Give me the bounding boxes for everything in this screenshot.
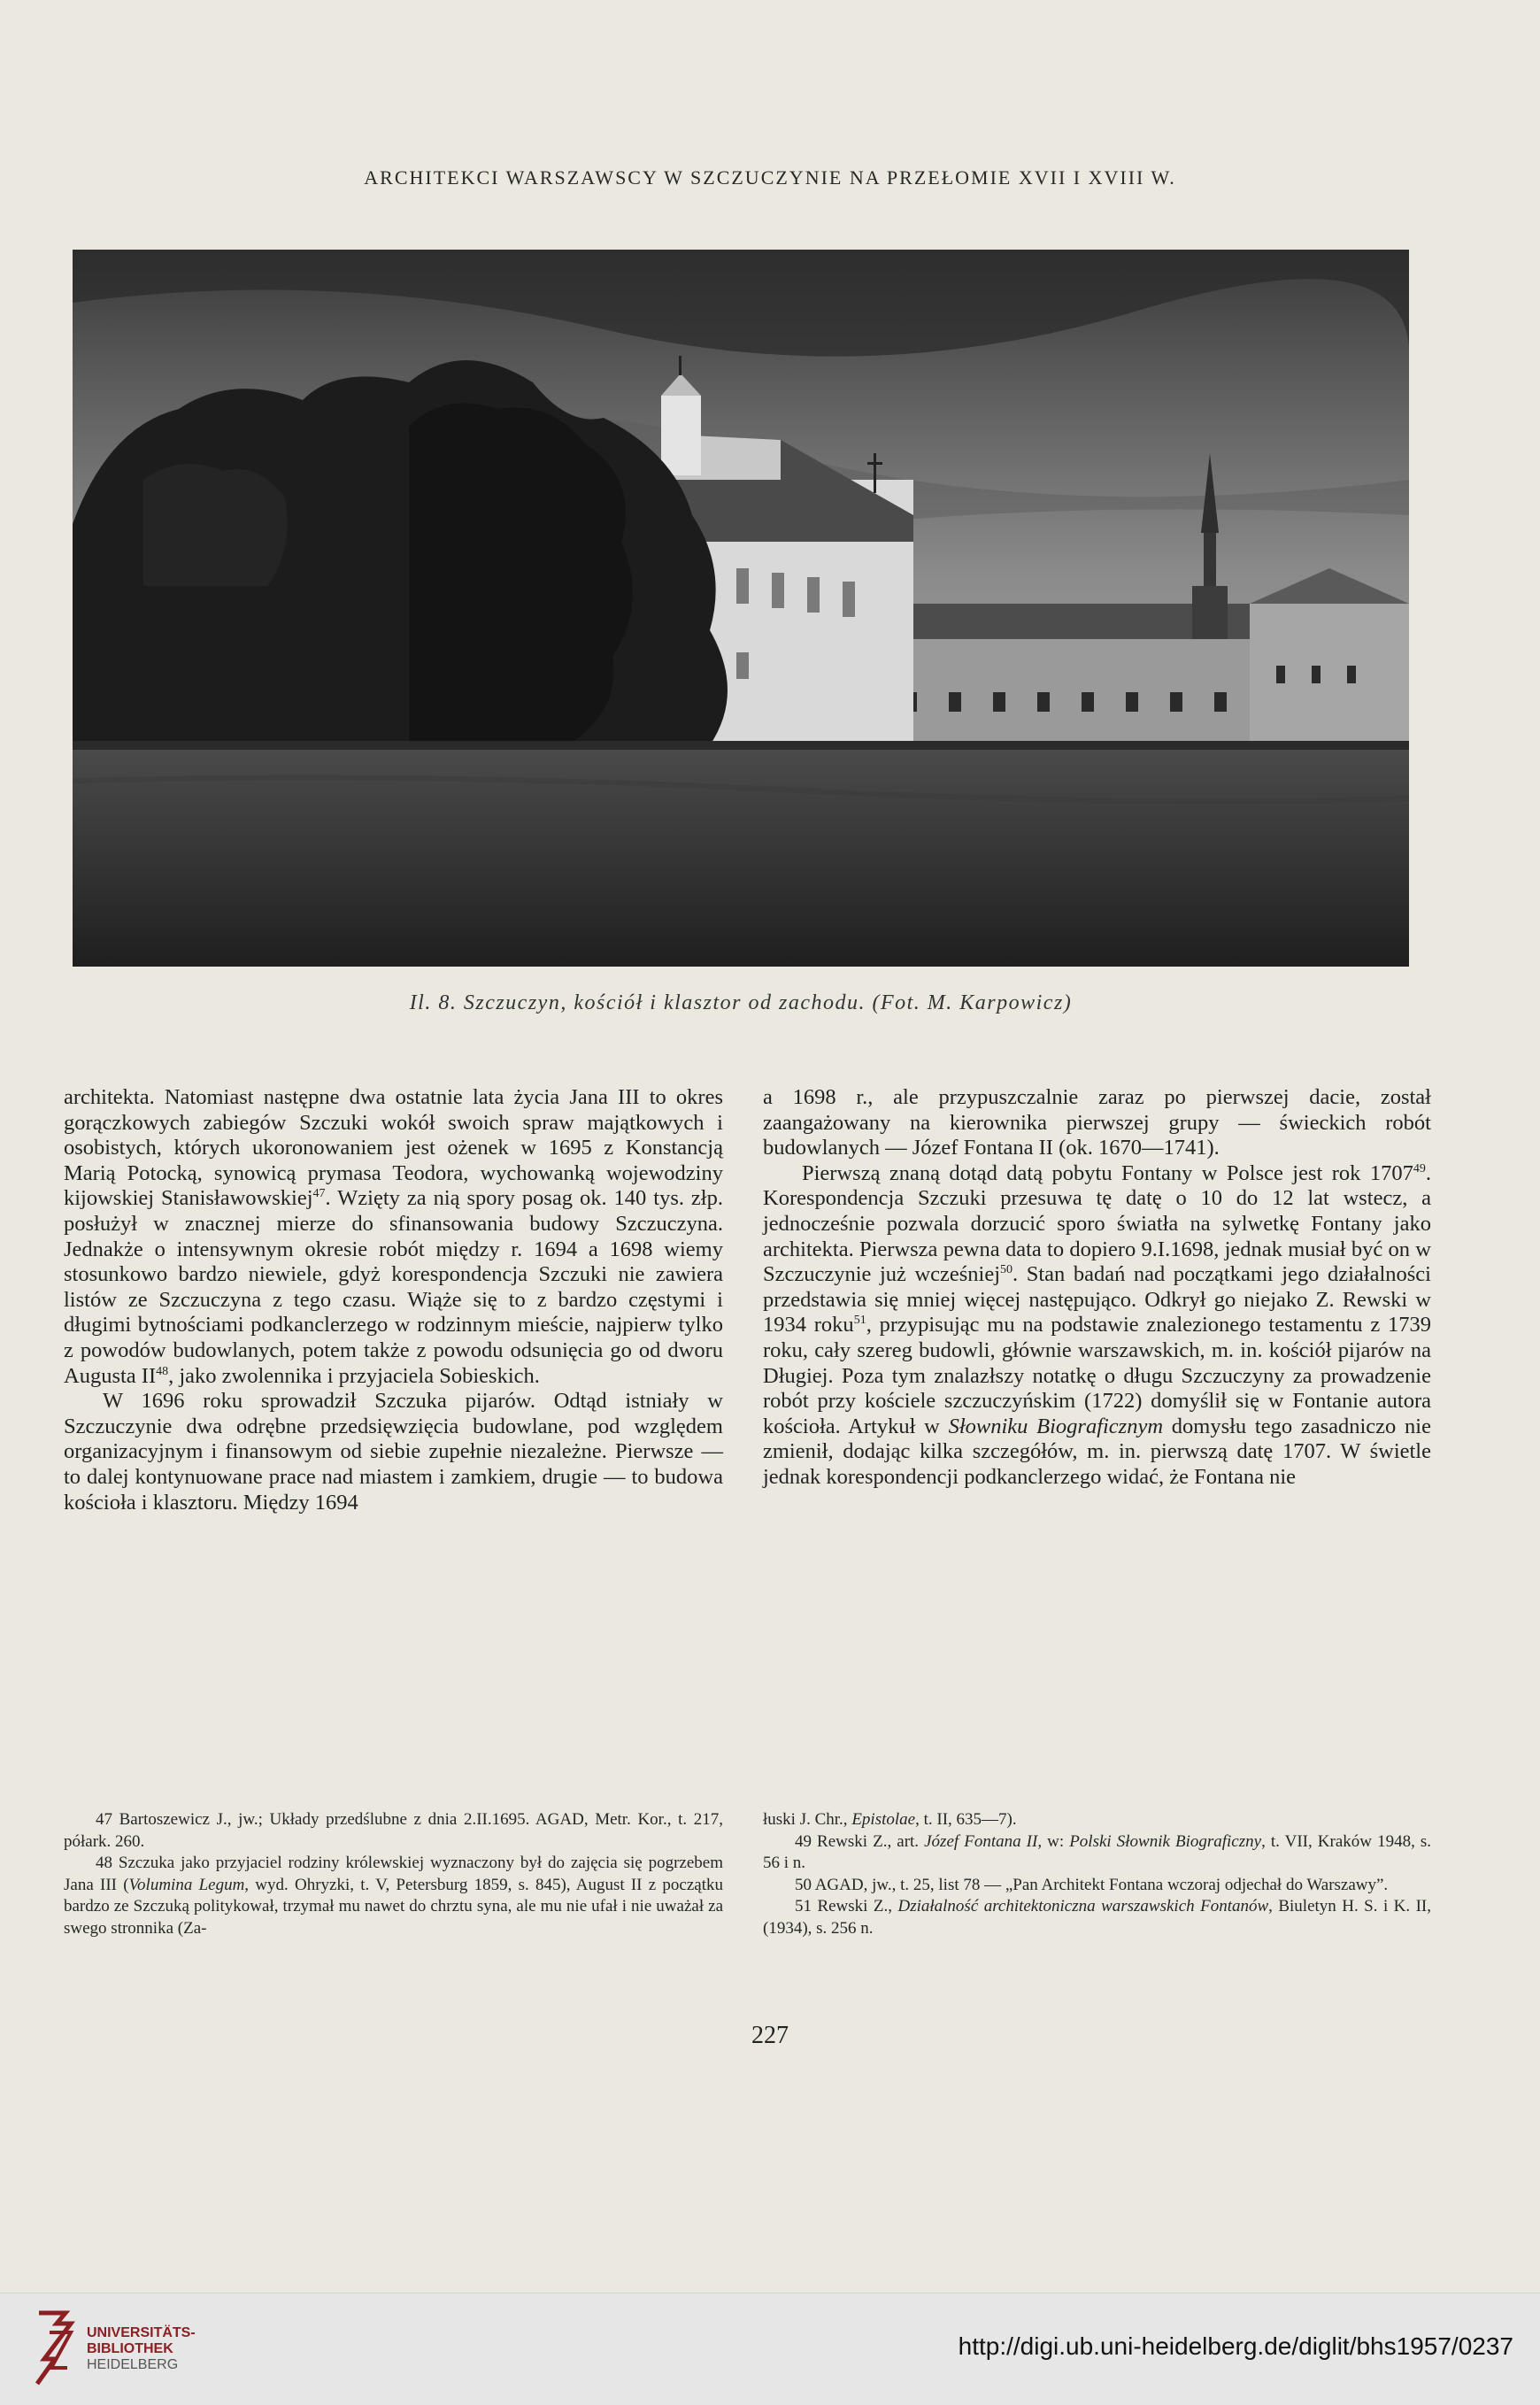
paragraph: a 1698 r., ale przypuszczalnie zaraz po pierwszej dacie, został zaangażowany na kierownika pierwszej grupy — świeckich robót budowlanych — Józef Fontana II (ok. 1670—1741). xyxy=(763,1085,1431,1160)
footnote-ref: 51 xyxy=(853,1314,866,1328)
footnote: łuski J. Chr., Epistolae, t. II, 635—7). xyxy=(763,1810,1017,1829)
footnote: 50 AGAD, jw., t. 25, list 78 — „Pan Architekt Fontana wczoraj odjechał do Warszawy”. xyxy=(795,1875,1389,1894)
footnotes-left xyxy=(64,1809,723,1940)
body-column-right xyxy=(763,1085,1431,1491)
running-title: ARCHITEKCI WARSZAWSCY W SZCZUCZYNIE NA PRZEŁOMIE XVII I XVIII W. xyxy=(364,166,1176,189)
footnote: 48 Szczuka jako przyjaciel rodziny królewskiej wyznaczony był do zajęcia się pogrzebem Jana III (Volumina Legum, wyd. Ohryzki, t. V, Petersburg 1859, s. 845), August II z początku bardzo ze Szczuką politykował, trzymał mu nawet do chrztu syna, ale mu nie ufał i nie uważał za swego stronnika (Za- xyxy=(64,1854,723,1938)
library-name: UNIVERSITÄTS- BIBLIOTHEK HEIDELBERG xyxy=(87,2325,196,2372)
footnotes-right xyxy=(763,1809,1431,1940)
footnote-ref: 47 xyxy=(312,1187,326,1201)
church-monastery-photo xyxy=(73,250,1409,967)
permalink-url[interactable]: http://digi.ub.uni-heidelberg.de/diglit/bhs1957/0237 xyxy=(958,2332,1513,2360)
footnote: 51 Rewski Z., Działalność architektoniczna warszawskich Fontanów, Biuletyn H. S. i K. II, (1934), s. 256 n. xyxy=(763,1897,1431,1938)
paragraph: architekta. Natomiast następne dwa ostatnie lata życia Jana III to okres gorączkowych zabiegów Szczuki wokół swoich spraw majątkowych i osobistych, których ukoronowaniem jest ożenek w 1695 z Konstancją Marią Potocką, synowicą prymasa Teodora, wychowanką wojewodziny kijowskiej Stanisławowskiej$^{47}$. Wzięty za nią spory posag ok. 140 tys. złp. posłużył w znacznej mierze do sfinansowania budowy Szczuczyna. Jednakże o intensywnym okresie robót między r. 1694 a 1698 wiemy stosunkowo bardzo niewiele, gdyż korespondencja Szczuki nie zawiera listów ze Szczuczyna z tego czasu. Wiąże się to z bardzo częstymi i długimi bytnościami podkanclerzego w rodzinnym mieście, najpierw tylko z powodów budowlanych, potem także z powodu odsunięcia go od dworu Augusta II$^{48}$, jako zwolennika i przyjaciela Sobieskich. xyxy=(64,1085,723,1388)
viewer-footer xyxy=(0,2293,1540,2405)
page-number: 227 xyxy=(751,2022,789,2049)
footnote-ref: 48 xyxy=(156,1364,169,1378)
body-column-left xyxy=(64,1085,723,1515)
footnote-ref: 50 xyxy=(1000,1263,1013,1276)
footnote-ref: 49 xyxy=(1413,1161,1426,1176)
paragraph: W 1696 roku sprowadził Szczuka pijarów. Odtąd istniały w Szczuczynie dwa odrębne przedsięwzięcia budowlane, pod względem organizacyjnym i finansowym od siebie zupełnie niezależne. Pierwsze — to dalej kontynuowane prace nad miastem i zamkiem, drugie — to budowa kościoła i klasztoru. Między 1694 xyxy=(64,1389,723,1515)
figure-caption: Il. 8. Szczuczyn, kościół i klasztor od zachodu. (Fot. M. Karpowicz) xyxy=(409,991,1073,1014)
library-logo-icon xyxy=(32,2306,76,2391)
paragraph: Pierwszą znaną dotąd datą pobytu Fontany w Polsce jest rok 1707$^{49}$. Korespondencja Szczuki przesuwa tę datę o 10 do 12 lat wstecz, a jednocześnie pozwala dorzucić sporo światła na sylwetkę Fontany jako architekta. Pierwsza pewna data to dopiero 9.I.1698, jednak musiał być on w Szczuczynie już wcześniej$^{50}$. Stan badań nad początkami jego działalności przedstawia się mniej więcej następująco. Odkrył go niejako Z. Rewski w 1934 roku$^{51}$, przypisując mu na podstawie znalezionego testamentu z 1739 roku, cały szereg budowli, głównie warszawskich, m. in. kościół pijarów na Długiej. Poza tym znalazłszy notatkę o długu Szczuczyny za prowadzenie robót przy kościele szczuczyńskim (1722) domyślił się w Fontanie autora kościoła. Artykuł w Słowniku Biograficznym domysłu tego zasadniczo nie zmienił, dodając kilka szczegółów, m. in. pierwszą datę 1707. W świetle jednak korespondencji podkanclerzego widać, że Fontana nie xyxy=(763,1160,1431,1489)
footnote: 47 Bartoszewicz J., jw.; Układy przedślubne z dnia 2.II.1695. AGAD, Metr. Kor., t. 217, półark. 260. xyxy=(64,1810,723,1851)
photo-illustration xyxy=(73,250,1409,967)
footnote: 49 Rewski Z., art. Józef Fontana II, w: Polski Słownik Biograficzny, t. VII, Kraków 1948, s. 56 i n. xyxy=(763,1831,1432,1873)
